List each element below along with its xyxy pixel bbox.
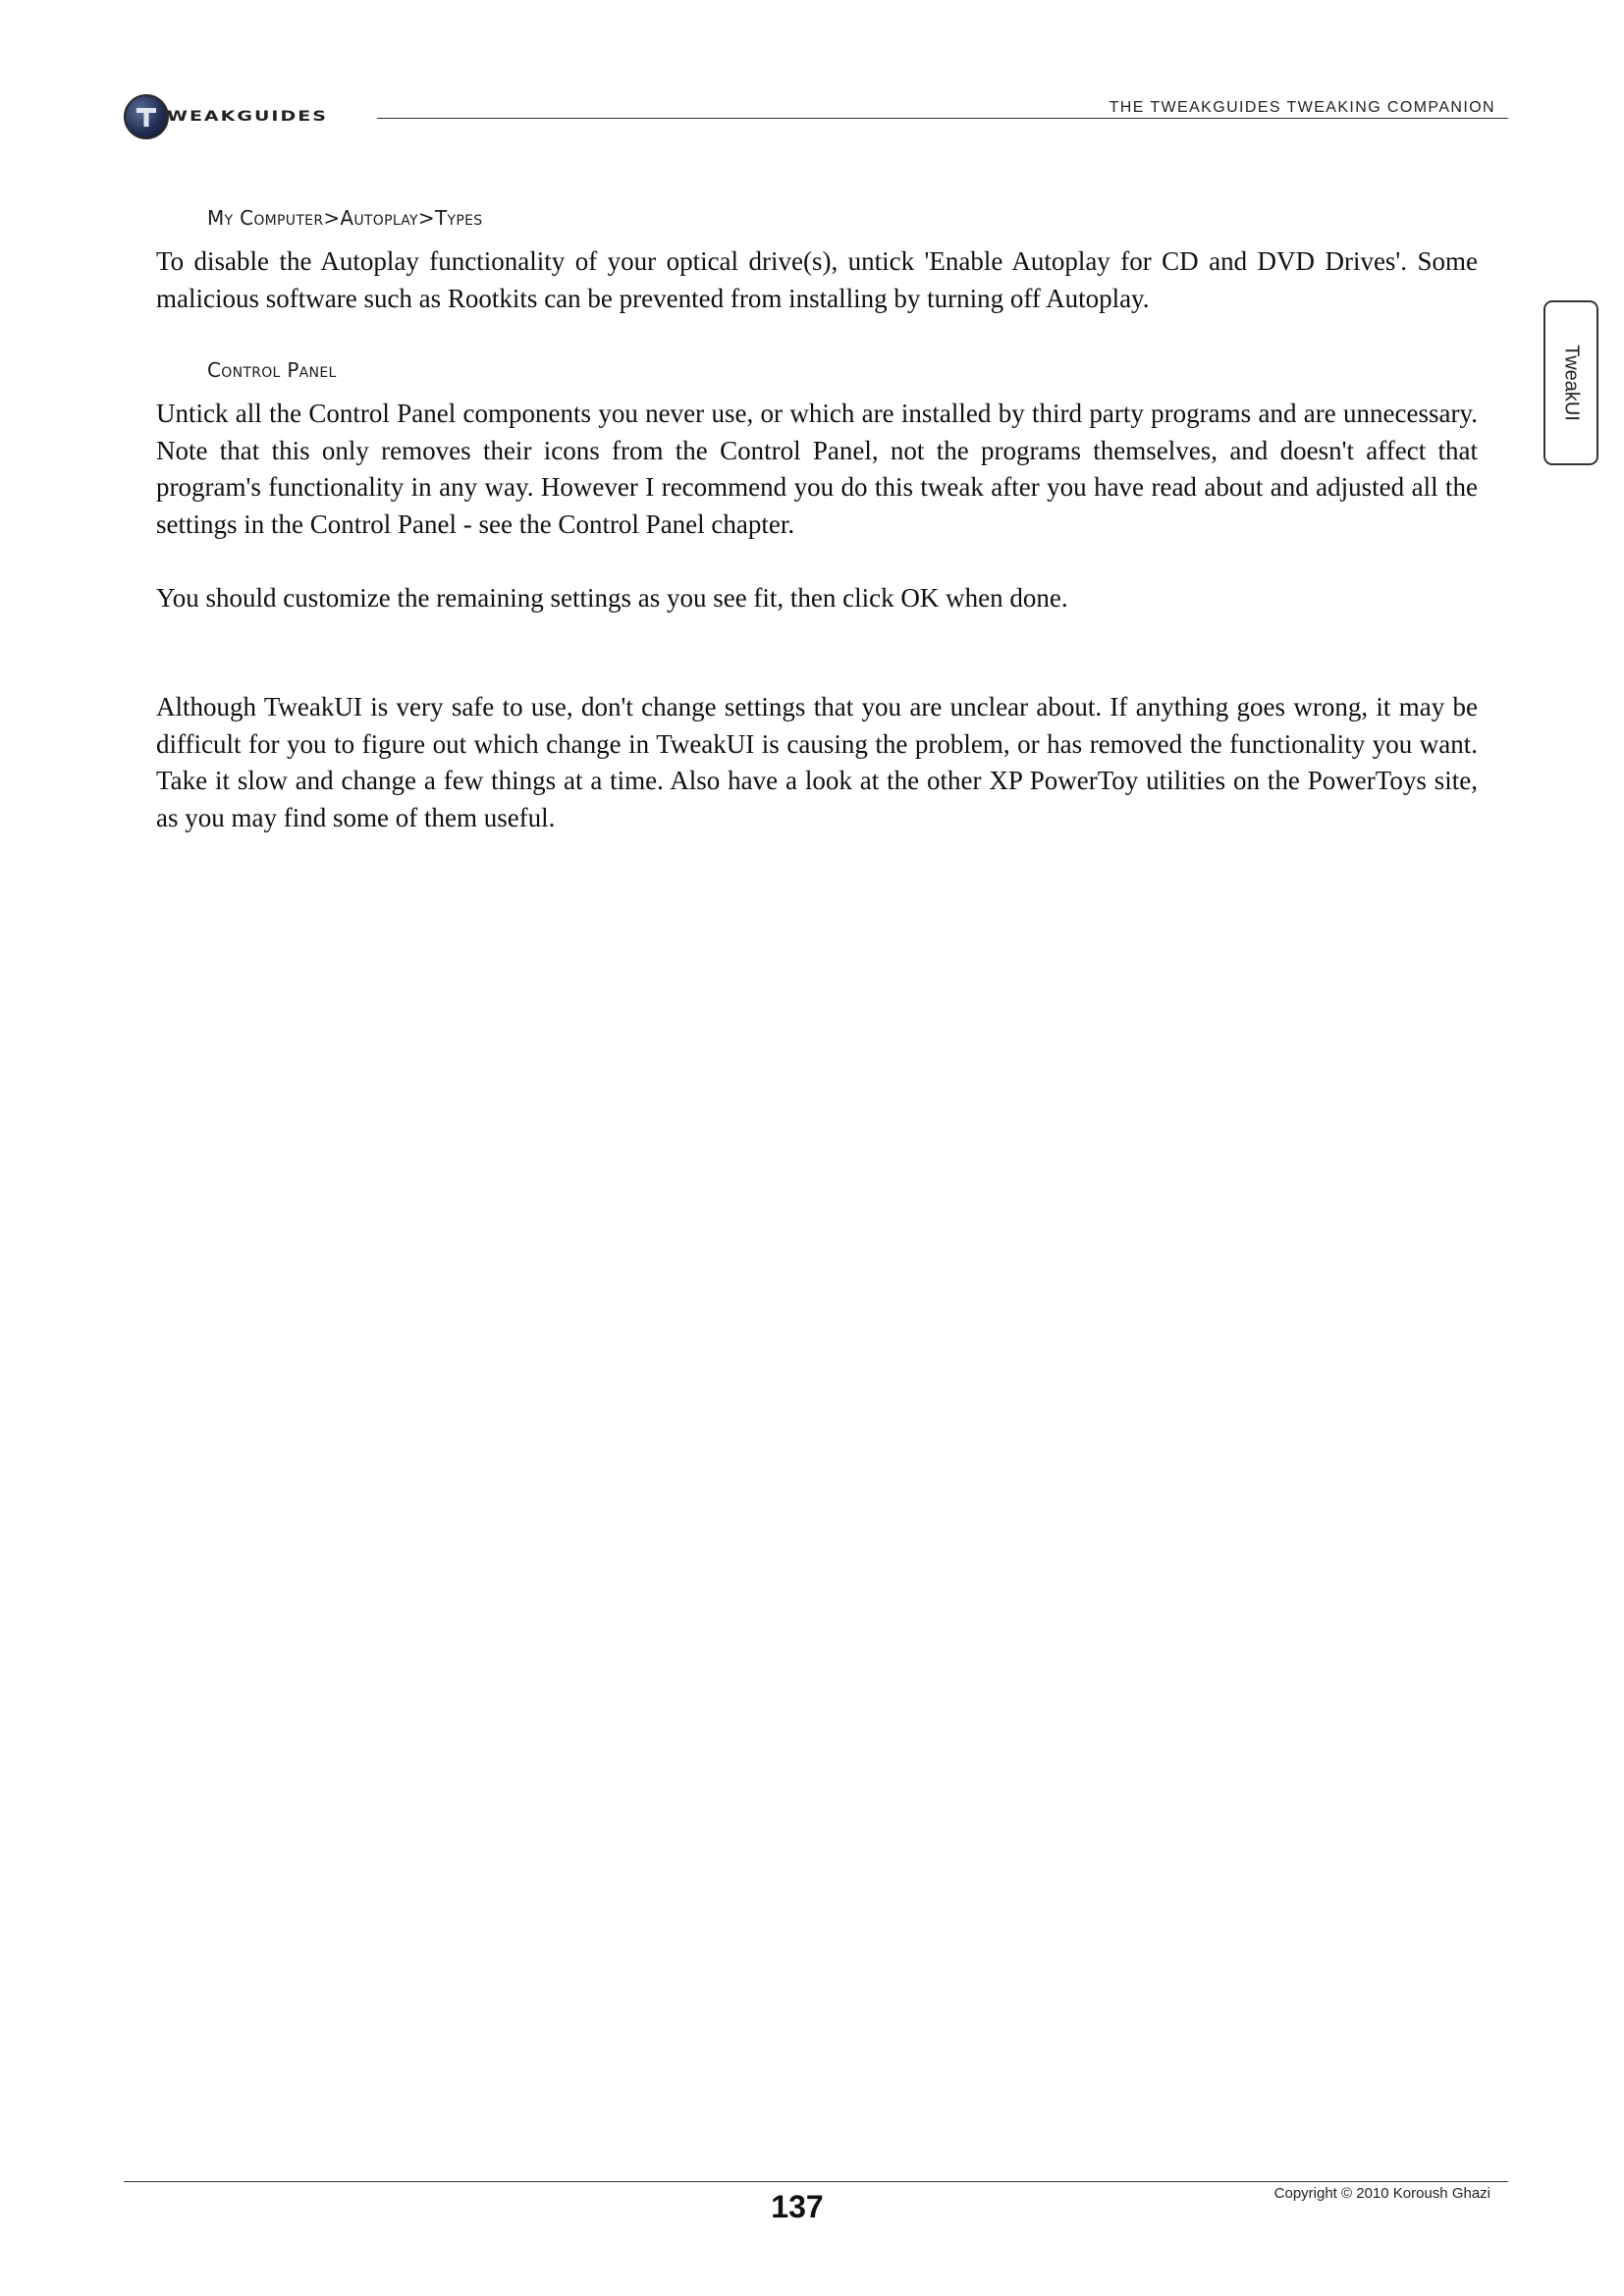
paragraph-customize-settings: You should customize the remaining settings as you see fit, then click OK when done. xyxy=(156,582,1068,613)
paragraph-autoplay: To disable the Autoplay functionality of your optical drive(s), untick 'Enable Autoplay for CD and DVD Drives'. Some malicious software such as Rootkits can be prevented from installing by turning off Autoplay. xyxy=(156,246,1478,313)
tweakguides-logo xyxy=(124,94,359,141)
section-heading-autoplay-types: My Computer>Autoplay>Types xyxy=(207,206,483,230)
chapter-tab-label: TweakUI xyxy=(1560,345,1583,421)
logo-emblem-icon xyxy=(124,94,169,139)
paragraph-closing-advice: Although TweakUI is very safe to use, don't change settings that you are unclear about. If anything goes wrong, it may be difficult for you to figure out which change in TweakUI is causing the problem, or has removed the functionality you want. Take it slow and change a few things at a time. Also have a look at the other XP PowerToy utilities on the PowerToys site, as you may find some of them useful. xyxy=(156,692,1478,832)
page-number: 137 xyxy=(771,2189,824,2224)
footer-divider xyxy=(124,2181,1508,2182)
running-header-title: THE TWEAKGUIDES TWEAKING COMPANION xyxy=(1109,99,1495,116)
copyright-notice: Copyright © 2010 Koroush Ghazi xyxy=(1273,2185,1490,2202)
logo-wordmark: WEAKGUIDES xyxy=(167,108,328,125)
page-content xyxy=(156,206,1478,837)
chapter-side-tab xyxy=(1543,300,1598,465)
paragraph-control-panel: Untick all the Control Panel components you never use, or which are installed by third party programs and are unnecessary. Note that this only removes their icons from the Control Panel, not the programs themselves, and doesn't affect that program's functionality in any way. However I recommend you do this tweak after you have read about and adjusted all the settings in the Control Panel - see the Control Panel chapter. xyxy=(156,399,1478,539)
header-divider xyxy=(377,118,1508,119)
section-heading-control-panel: Control Panel xyxy=(207,358,337,383)
